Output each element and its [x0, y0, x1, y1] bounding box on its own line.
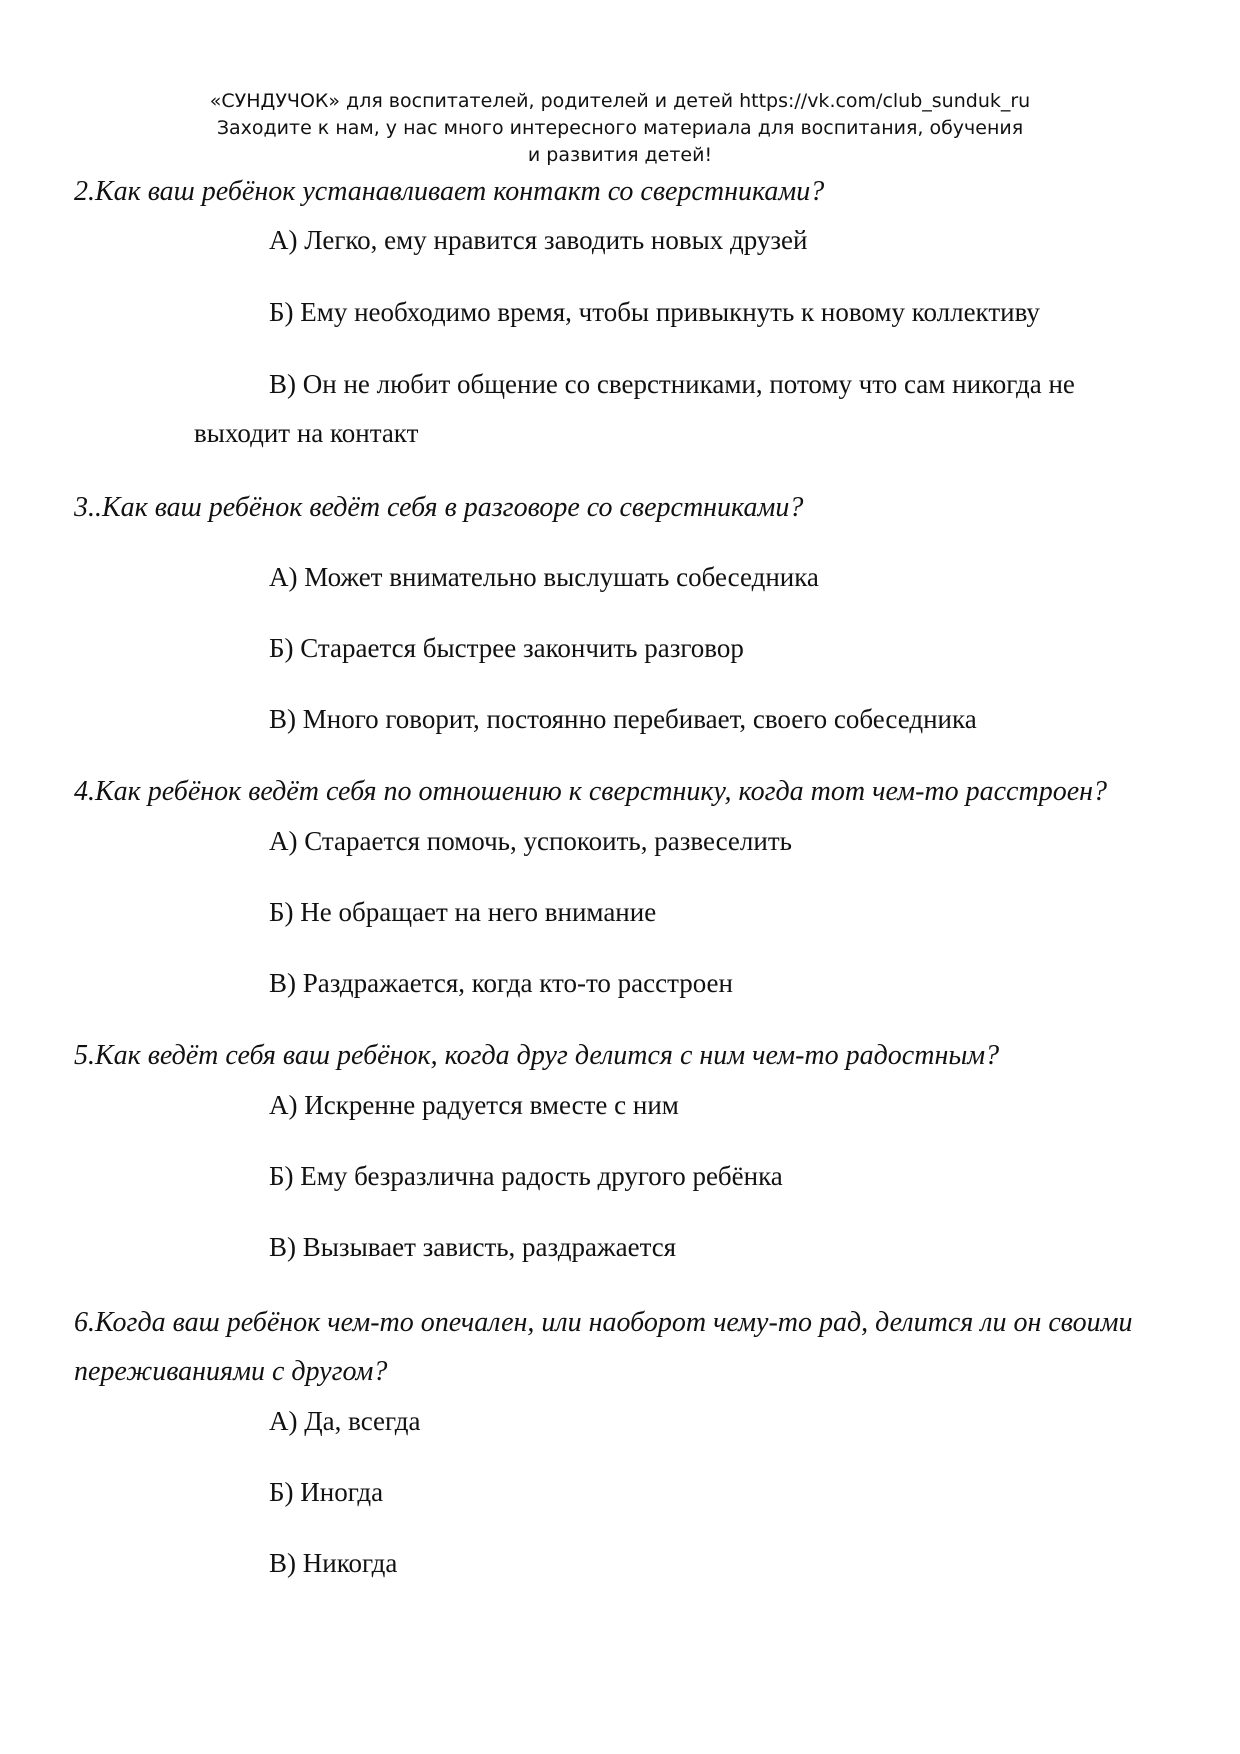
answer-option	[194, 216, 1174, 265]
question-text: 2.Как ваш ребёнок устанавливает контакт со сверстниками?	[74, 176, 825, 207]
answer-option	[194, 888, 1174, 937]
answer-option	[194, 1397, 1174, 1446]
answer-option	[194, 360, 1174, 458]
answer-text: Б) Не обращает на него внимание	[269, 897, 657, 927]
answer-option	[194, 553, 1174, 602]
answer-option	[194, 1223, 1174, 1272]
question-3	[74, 483, 1184, 532]
answer-option	[194, 695, 1174, 744]
question-text: 6.Когда ваш ребёнок чем-то опечален, или наоборот чему-то рад, делится ли он своими переживаниями с другом?	[74, 1307, 1133, 1387]
question-4	[74, 767, 1184, 816]
answer-option	[194, 288, 1174, 337]
answer-option	[194, 959, 1174, 1008]
answer-text: Б) Иногда	[269, 1477, 384, 1507]
answer-option	[194, 1539, 1174, 1588]
answer-option	[194, 1468, 1174, 1517]
answer-text: А) Да, всегда	[269, 1406, 421, 1436]
question-2	[74, 167, 1184, 216]
header-line-2: Заходите к нам, у нас много интересного материала для воспитания, обучения	[216, 117, 1024, 139]
question-text: 4.Как ребёнок ведёт себя по отношению к сверстнику, когда тот чем-то расстроен?	[74, 776, 1108, 807]
question-text: 5.Как ведёт себя ваш ребёнок, когда друг делится с ним чем-то радостным?	[74, 1040, 1000, 1071]
header-line-3: и развития детей!	[527, 144, 713, 166]
answer-text: В) Вызывает зависть, раздражается	[269, 1232, 677, 1262]
answer-text: А) Искренне радуется вместе с ним	[269, 1090, 679, 1120]
header-line-1: «СУНДУЧОК» для воспитателей, родителей и детей https://vk.com/club_sunduk_ru	[209, 90, 1031, 112]
page-header	[0, 88, 1240, 169]
answer-option	[194, 1152, 1174, 1201]
answer-text: Б) Ему безразлична радость другого ребёнка	[269, 1161, 783, 1191]
answer-text: В) Он не любит общение со сверстниками, потому что сам никогда не выходит на контакт	[194, 369, 1075, 448]
answer-text: В) Никогда	[269, 1548, 398, 1578]
answer-text: Б) Ему необходимо время, чтобы привыкнуть к новому коллективу	[269, 297, 1040, 327]
answer-text: А) Старается помочь, успокоить, развеселить	[269, 826, 792, 856]
answer-text: А) Легко, ему нравится заводить новых друзей	[269, 225, 808, 255]
question-text: 3..Как ваш ребёнок ведёт себя в разговоре со сверстниками?	[74, 492, 804, 523]
answer-text: А) Может внимательно выслушать собеседника	[269, 562, 819, 592]
question-6	[74, 1298, 1184, 1396]
answer-option	[194, 1081, 1174, 1130]
answer-option	[194, 817, 1174, 866]
answer-option	[194, 624, 1174, 673]
answer-text: В) Раздражается, когда кто-то расстроен	[269, 968, 733, 998]
answer-text: Б) Старается быстрее закончить разговор	[269, 633, 744, 663]
question-5	[74, 1031, 1184, 1080]
answer-text: В) Много говорит, постоянно перебивает, своего собеседника	[269, 704, 977, 734]
